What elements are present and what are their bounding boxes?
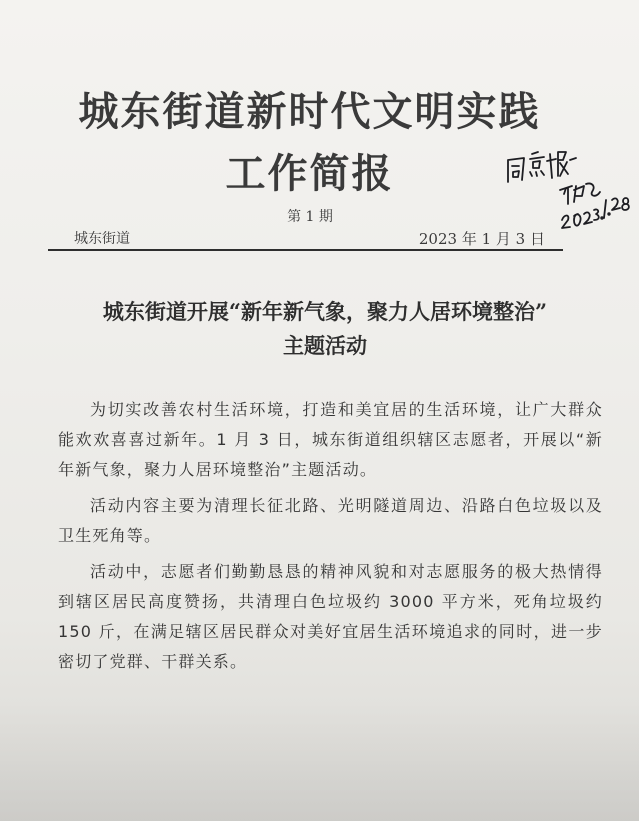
bulletin-title-line1: 城东街道新时代文明实践	[78, 88, 541, 135]
issuer-label: 城东街道	[74, 231, 130, 247]
paragraph-2: 活动内容主要为清理长征北路、光明隧道周边、沿路白色垃圾以及卫生死角等。	[58, 496, 603, 545]
article-headline-line2: 主题活动	[283, 333, 367, 358]
header-divider	[48, 249, 563, 251]
issue-date: 2023 年 1 月 3 日	[418, 230, 545, 248]
bulletin-title-line2: 工作简报	[225, 150, 394, 197]
article-headline-line1: 城东街道开展“新年新气象，聚力人居环境整治”	[102, 299, 548, 324]
paragraph-3: 活动中，志愿者们勤勤恳恳的精神风貌和对志愿服务的极大热情得到辖区居民高度赞扬，共清理白色垃圾约 3000 平方米，死角垃圾约 150 斤，在满足辖区居民群众对美好宜居生活环境追求的同时，进一步密切了党群、干群关系。	[58, 562, 603, 671]
handwritten-signature	[500, 130, 639, 230]
meta-row	[70, 228, 565, 248]
signature-ink	[500, 130, 639, 230]
issue-number: 第 1 期	[287, 209, 333, 225]
page-shadow	[0, 701, 639, 821]
article-body	[58, 395, 603, 683]
paragraph-1: 为切实改善农村生活环境，打造和美宜居的生活环境，让广大群众能欢欢喜喜过新年。1 月 3 日，城东街道组织辖区志愿者，开展以“新年新气象，聚力人居环境整治”主题活动。	[58, 400, 603, 479]
